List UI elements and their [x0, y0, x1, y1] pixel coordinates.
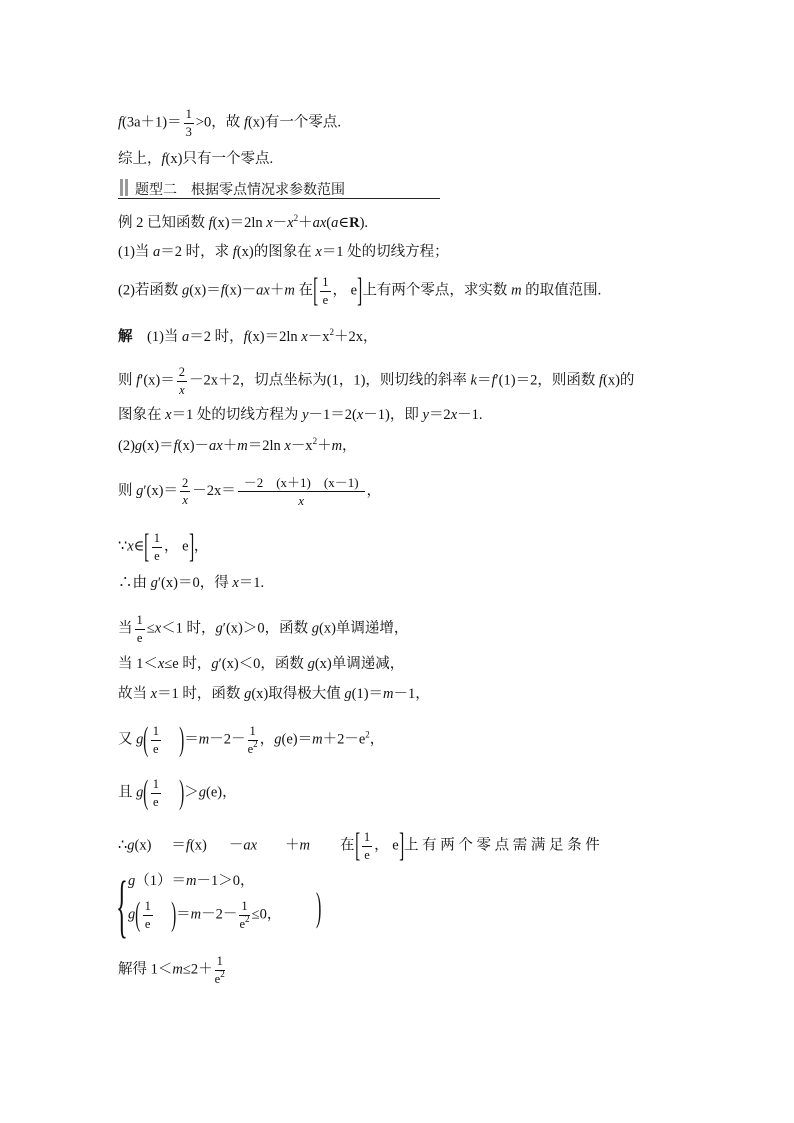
solution-line-6: ∵x∈[ $\frac{1}{e}$ ， e]， [118, 528, 209, 565]
solution-line-2: 则 f′(x)＝ $\frac{2}{x}$ －2x＋2，切点坐标为(1，1)，则切线的斜率 k＝f′(1)＝2，则函数 f(x)的 [118, 365, 635, 397]
solution-line-9: 当 1＜x≤e 时，g′(x)＜0，函数 g(x)单调递减， [118, 656, 405, 672]
header-marker-icon [125, 179, 128, 196]
condition-2: g( $\frac{1}{e}$ )＝m－2－ $\frac{1}{e^2}$ ≤0， [128, 896, 282, 933]
left-brace-icon: { [116, 868, 128, 945]
solution-line-12: 且 g( $\frac{1}{e}$ )＞g(e)， [118, 774, 237, 811]
question-1: (1)当 a＝2 时，求 f(x)的图象在 x＝1 处的切线方程； [118, 244, 449, 260]
solution-line-13: ∴g(x) ＝f(x) －ax ＋m 在[ $\frac{1}{e}$ ， e]上 有 两 个 零 点 需 满 足 条 件 [118, 827, 600, 864]
solution-line-4: (2)g(x)＝f(x)－ax＋m＝2ln $x-x^2+m$， [118, 436, 357, 454]
section-header: 题型二 根据零点情况求参数范围 [118, 178, 440, 199]
solution-line-10: 故当 x＝1 时，函数 g(x)取得极大值 g(1)＝m－1， [118, 686, 430, 702]
solution-line-11: 又 g( $\frac{1}{e}$ )＝m－2－ $\frac{1}{e^2}$ ，$g(e)=m+2-e^2$， [118, 721, 385, 758]
final-answer: 解得 1＜m≤2＋ $\frac{1}{e^2}$ [118, 954, 225, 986]
summary-line: 综上，f(x)只有一个零点. [118, 151, 274, 167]
example-statement: 例 2 已知函数 f(x)＝2ln $x-x^2+ax(a\in R)$. [118, 213, 369, 231]
line-f3a: f(3a＋1)＝ $\frac{1}{3}$ >0，故 f(x)有一个零点. [118, 107, 342, 139]
solution-line-3: 图象在 x＝1 处的切线方程为 y－1＝2(x－1)，即 y＝2x－1. [118, 407, 483, 423]
solution-line-1: 解 (1)当 a＝2 时，f(x)＝2ln $x-x^2+2x$， [118, 327, 378, 345]
fraction-one-third: $\frac{1}{3}$ [185, 107, 192, 139]
right-bracket-icon: ) [315, 884, 322, 929]
condition-1: g（1）＝m－1＞0， [128, 873, 255, 889]
question-2: (2)若函数 g(x)＝f(x)－ax＋m 在[ $\frac{1}{e}$ ， e]上有两个零点，求实数 m 的取值范围. [118, 272, 602, 309]
solution-line-7: ∴由 g′(x)＝0，得 x＝1. [118, 575, 265, 591]
header-marker-icon [120, 179, 123, 196]
solution-line-5: 则 g′(x)＝ $\frac{2}{x}$ －2x＝ $\frac{-2 (x+1) (x-1)}{x}$ ， [118, 475, 382, 508]
solution-line-8: 当 $\frac{1}{e}$ ≤x＜1 时，g′(x)＞0，函数 g(x)单调递增， [118, 613, 409, 645]
